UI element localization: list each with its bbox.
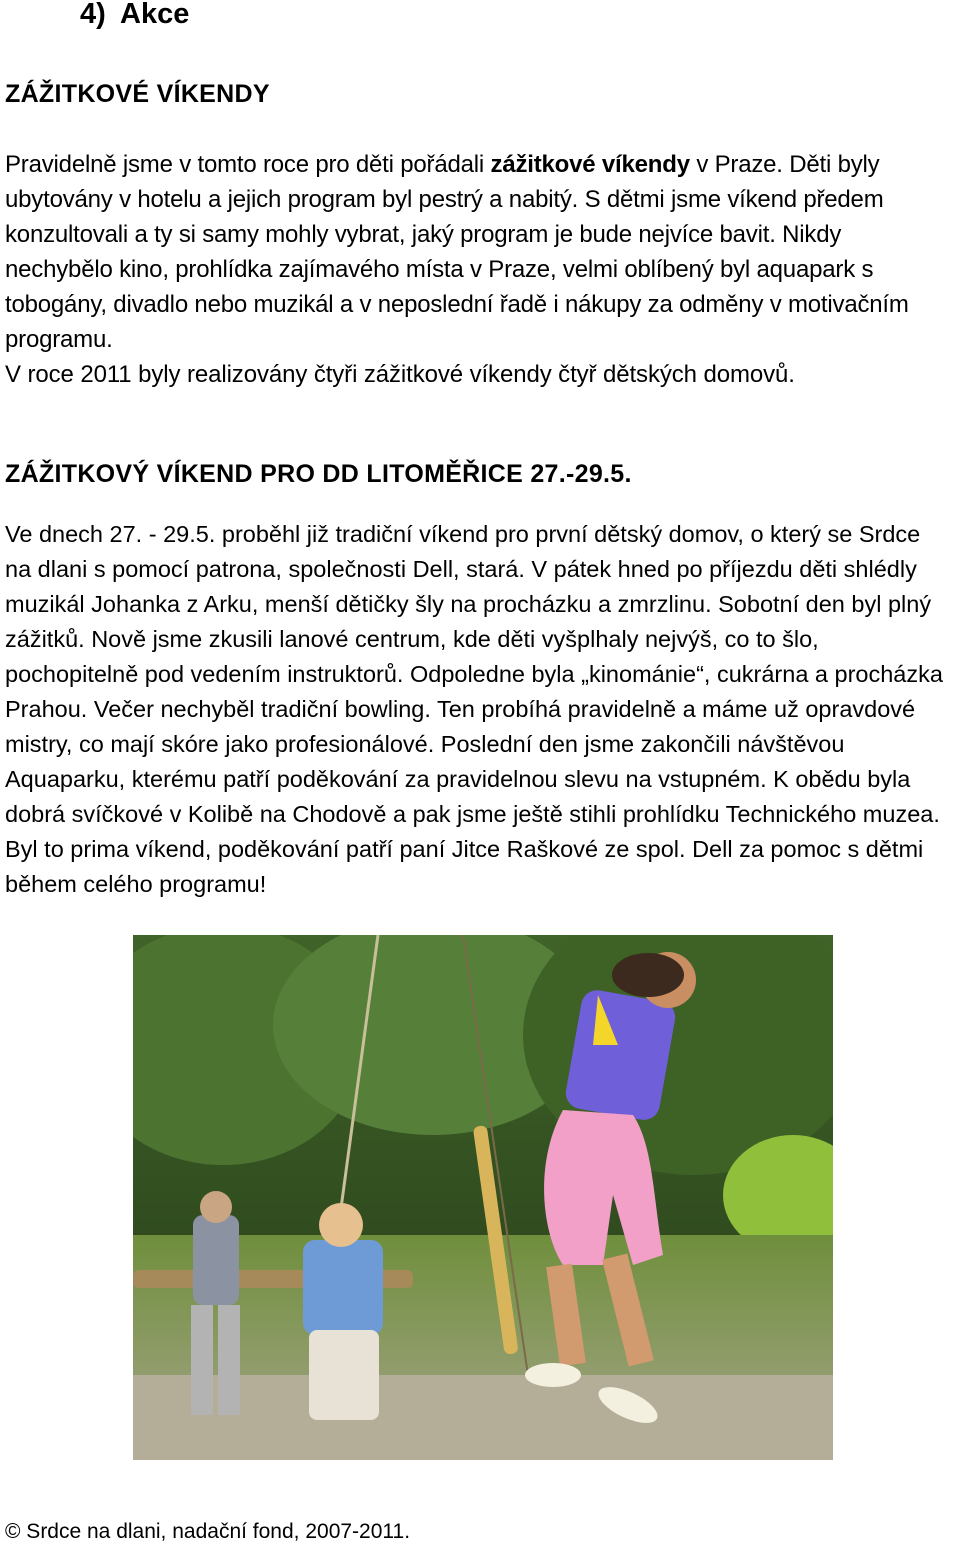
paragraph-intro-text-before: Pravidelně jsme v tomto roce pro děti pořádali bbox=[5, 151, 491, 178]
section-number: 4) bbox=[80, 0, 106, 30]
footer-copyright: © Srdce na dlani, nadační fond, 2007-2011. bbox=[5, 1520, 411, 1543]
photo-rope-park-illustration bbox=[133, 935, 833, 1460]
heading-experience-weekends: ZÁŽITKOVÉ VÍKENDY bbox=[5, 80, 270, 108]
paragraph-litomerice: Ve dnech 27. - 29.5. proběhl již tradiční víkend pro první dětský domov, o který se Srdce na dlani s pomocí patrona, společnosti Dell, stará. V pátek hned po příjezdu děti shlédly muzikál Johanka z Arku, menší dětičky šly na procházku a zmrzlinu. Sobotní den byl plný zážitků. Nově jsme zkusili lanové centrum, kde děti vyšplhaly nejvýš, co to šlo, pochopitelně pod vedením instruktorů. Odpoledne byla „kinománie“, cukrárna a procházka Prahou. Večer nechyběl tradiční bowling. Ten probíhá pravidelně a máme už opravdové mistry, co mají skóre jako profesionálové. Poslední den jsme zakončili návštěvou Aquaparku, kterému patří poděkování za pravidelnou slevu na vstupném. K obědu byla dobrá svíčkové v Kolibě na Chodově a pak jsme ještě stihli prohlídku Technického muzea. Byl to prima víkend, poděkování patří paní Jitce Raškové ze spol. Dell za pomoc s dětmi během celého programu! bbox=[5, 521, 943, 897]
section-title: Akce bbox=[120, 0, 190, 30]
paragraph-summary: V roce 2011 byly realizovány čtyři zážitkové víkendy čtyř dětských domovů. bbox=[5, 361, 795, 388]
paragraph-intro-bold: zážitkové víkendy bbox=[490, 151, 690, 178]
paragraph-intro bbox=[5, 147, 950, 357]
photo-rope-park bbox=[133, 935, 833, 1460]
heading-litomerice-weekend: ZÁŽITKOVÝ VÍKEND PRO DD LITOMĚŘICE 27.-29.5. bbox=[5, 460, 632, 488]
paragraph-intro-text-after: v Praze. Děti byly ubytovány v hotelu a jejich program byl pestrý a nabitý. S dětmi jsme víkend předem konzultovali a ty si samy mohly vybrat, jaký program je bude nejvíce bavit. Nikdy nechybělo kino, prohlídka zajímavého místa v Praze, velmi oblíbený byl aquapark s tobogány, divadlo nebo muzikál a v neposlední řadě i nákupy za odměny v motivačním programu. bbox=[5, 151, 909, 353]
